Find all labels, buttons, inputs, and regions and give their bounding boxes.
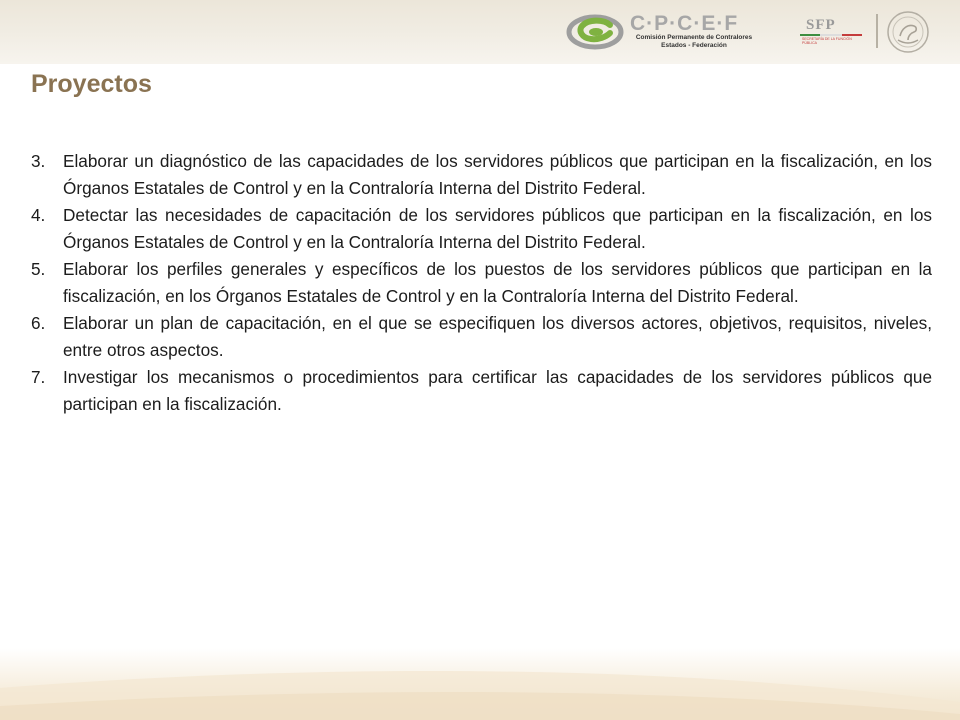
header-divider bbox=[876, 14, 878, 48]
cpcef-subtitle-line2: Estados - Federación bbox=[661, 42, 727, 49]
sfp-subtitle: SECRETARÍA DE LA FUNCIÓN PÚBLICA bbox=[802, 37, 852, 45]
item-text: Investigar los mecanismos o procedimientos para certificar las capacidades de los servidores públicos que participan en la fiscalización. bbox=[63, 367, 932, 414]
mexican-coat-of-arms-seal-icon bbox=[886, 10, 930, 54]
item-number: 6. bbox=[31, 313, 46, 333]
item-number: 5. bbox=[31, 259, 46, 279]
footer-swoosh-decoration bbox=[0, 648, 960, 720]
item-text: Elaborar los perfiles generales y específicos de los puestos de los servidores públicos que participan en la fiscalización, en los Órganos Estatales de Control y en la Contraloría Interna del Distrito Federal. bbox=[63, 259, 932, 306]
item-text: Elaborar un diagnóstico de las capacidades de los servidores públicos que participan en la fiscalización, en los Órganos Estatales de Control y en la Contraloría Interna del Distrito Federal. bbox=[63, 151, 932, 198]
cpcef-subtitle-line1: Comisión Permanente de Contralores bbox=[635, 34, 753, 41]
item-number: 4. bbox=[31, 205, 46, 225]
list-item bbox=[31, 310, 932, 364]
item-number: 7. bbox=[31, 367, 46, 387]
sfp-flag-rule bbox=[800, 34, 862, 36]
list-item bbox=[31, 364, 932, 418]
item-text: Elaborar un plan de capacitación, en el que se especifiquen los diversos actores, objetivos, requisitos, niveles, entre otros aspectos. bbox=[63, 313, 932, 360]
cpcef-wordmark: C·P·C·E·F bbox=[630, 12, 739, 35]
list-item bbox=[31, 202, 932, 256]
item-text: Detectar las necesidades de capacitación de los servidores públicos que participan en la fiscalización, en los Órganos Estatales de Control y en la Contraloría Interna del Distrito Federal. bbox=[63, 205, 932, 252]
projects-list bbox=[31, 148, 932, 418]
list-item bbox=[31, 256, 932, 310]
list-item bbox=[31, 148, 932, 202]
sfp-wordmark: SFP bbox=[806, 17, 836, 33]
cpcef-subtitle bbox=[624, 34, 764, 50]
cpcef-emblem-icon bbox=[566, 14, 624, 50]
slide-title: Proyectos bbox=[31, 70, 152, 98]
item-number: 3. bbox=[31, 151, 46, 171]
